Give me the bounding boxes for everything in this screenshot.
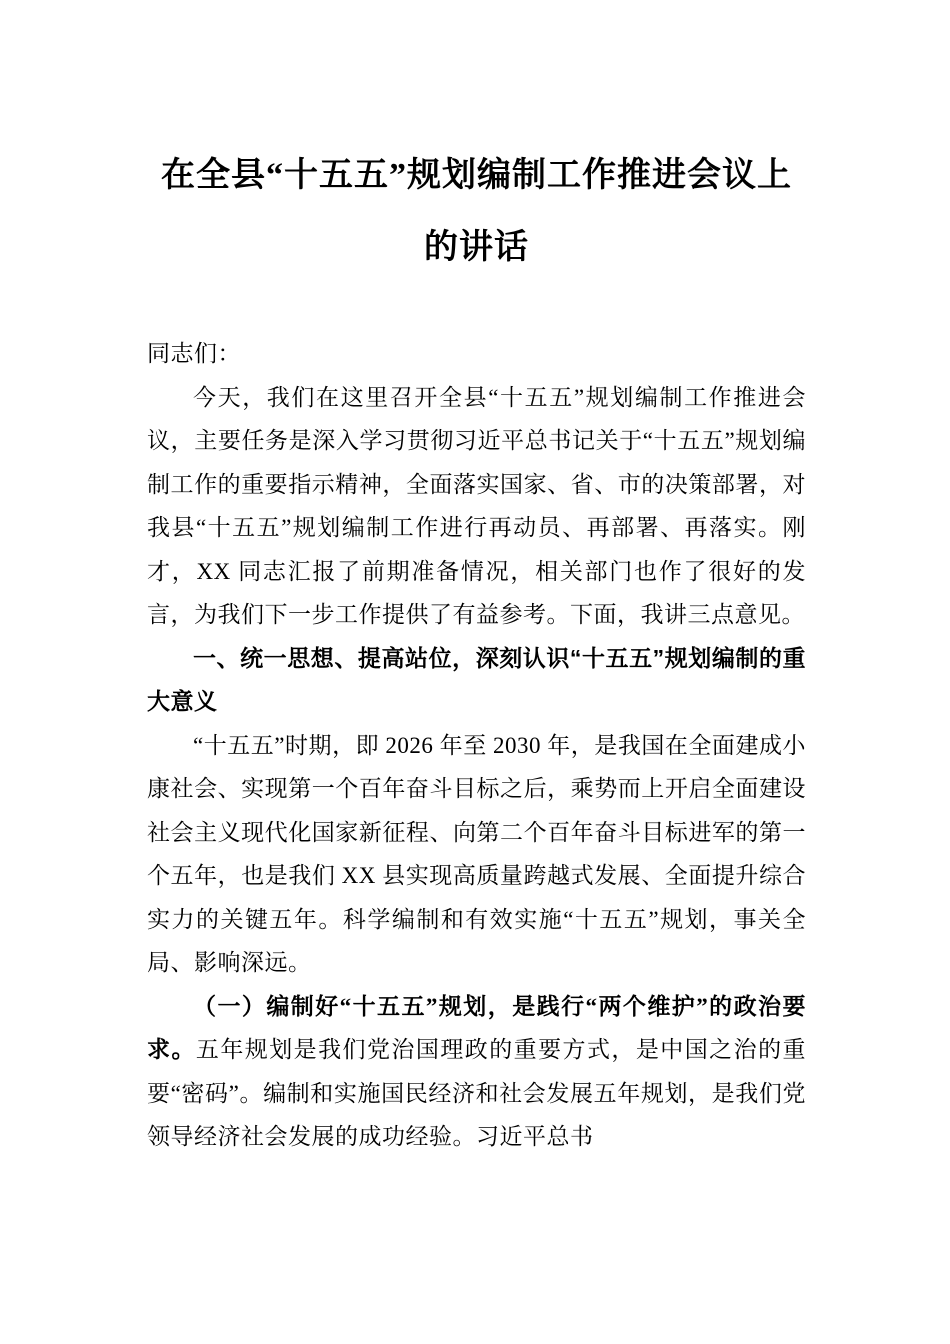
section-one-heading: 一、统一思想、提高站位，深刻认识“十五五”规划编制的重大意义 (147, 644, 806, 714)
point-one-paragraph (147, 985, 806, 1159)
section-one-paragraph: “十五五”时期，即 2026 年至 2030 年，是我国在全面建成小康社会、实现第一个百年奋斗目标之后，乘势而上开启全面建设社会主义现代化国家新征程、向第二个百年奋斗目标进军的第一个五年，也是我们 XX 县实现高质量跨越式发展、全面提升综合实力的关键五年。科学编制和有效实施“十五五”规划，事关全局、影响深远。 (147, 732, 806, 975)
document-title: 在全县“十五五”规划编制工作推进会议上的讲话 (161, 157, 792, 266)
point-one-body: 五年规划是我们党治国理政的重要方式，是中国之治的重要“密码”。编制和实施国民经济和社会发展五年规划，是我们党领导经济社会发展的成功经验。习近平总书 (147, 1037, 807, 1149)
salutation: 同志们： (147, 341, 241, 366)
opening-paragraph: 今天，我们在这里召开全县“十五五”规划编制工作推进会议，主要任务是深入学习贯彻习近平总书记关于“十五五”规划编制工作的重要指示精神，全面落实国家、省、市的决策部署，对我县“十五五”规划编制工作进行再动员、再部署、再落实。刚才，XX 同志汇报了前期准备情况，相关部门也作了很好的发言，为我们下一步工作提供了有益参考。下面，我讲三点意见。 (147, 384, 806, 627)
point-one-lead: （一）编制好“十五五”规划，是践行“两个维护”的政治要求。 (147, 993, 806, 1062)
